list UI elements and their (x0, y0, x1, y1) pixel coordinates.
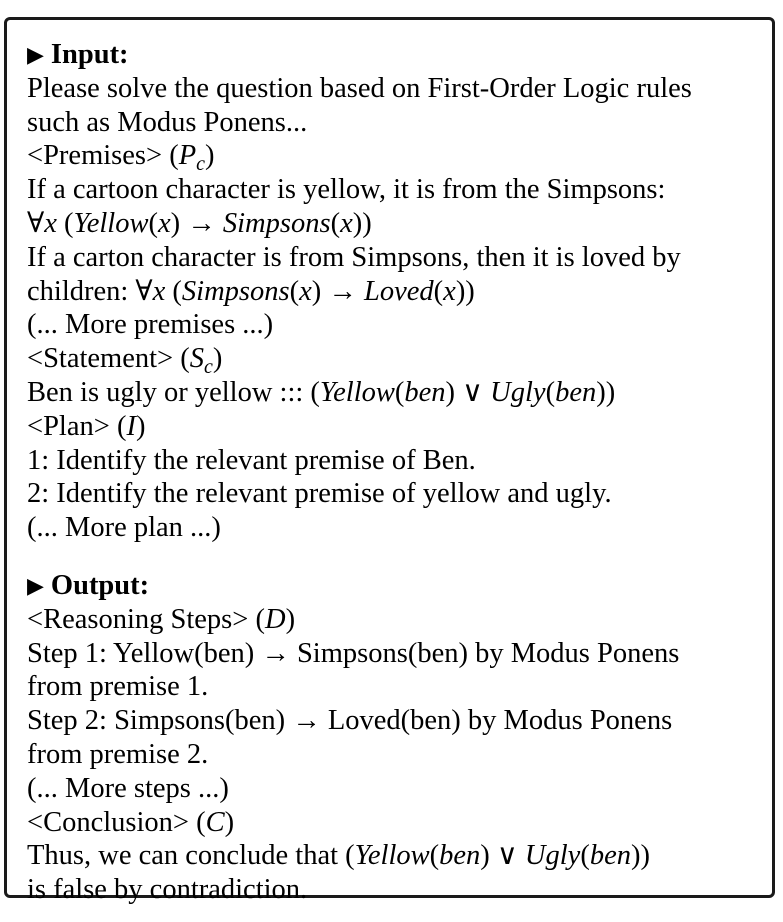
reasoning-step-2-line-1: Step 2: Simpsons(ben) → Loved(ben) by Modus Ponens (27, 705, 673, 737)
plan-step-2: 2: Identify the relevant premise of yellow and ugly. (27, 478, 612, 510)
prompt-example-box (4, 17, 775, 906)
more-plan: (... More plan ...) (27, 512, 221, 544)
plan-label: <Plan> (I) (27, 410, 146, 442)
premise-2-text: If a carton character is from Simpsons, then it is loved by (27, 241, 681, 273)
premises-tag: <Premises> (27, 140, 163, 172)
statement-symbol-sub: c (204, 356, 213, 379)
plan-tag: <Plan> (27, 410, 110, 442)
reasoning-step-1-line-1: Step 1: Yellow(ben) → Simpsons(ben) by Modus Ponens (27, 637, 680, 669)
premise-1-text: If a cartoon character is yellow, it is from the Simpsons: (27, 174, 666, 206)
conclusion-formula: Thus, we can conclude that (Yellow(ben) ∨ Ugly(ben)) (27, 840, 650, 872)
instruction-line-1: Please solve the question based on First-Order Logic rules (27, 72, 692, 104)
conclusion-line-2: is false by contradiction. (27, 874, 308, 906)
conclusion-symbol: C (205, 806, 225, 838)
reasoning-symbol: D (264, 603, 286, 635)
plan-symbol: I (126, 410, 136, 442)
triangle-bullet-icon: ▶ (27, 572, 44, 598)
reasoning-step-2-line-2: from premise 2. (27, 738, 209, 770)
premises-symbol-sub: c (196, 153, 205, 176)
output-heading: ▶ Output: (27, 569, 150, 601)
reasoning-label: <Reasoning Steps> (D) (27, 603, 296, 635)
conclusion-label: <Conclusion> (C) (27, 806, 235, 838)
triangle-bullet-icon: ▶ (27, 42, 44, 67)
statement-tag: <Statement> (27, 343, 174, 375)
plan-step-1: 1: Identify the relevant premise of Ben. (27, 444, 476, 476)
more-steps: (... More steps ...) (27, 772, 229, 804)
instruction-line-2: such as Modus Ponens... (27, 106, 308, 138)
reasoning-step-1-line-2: from premise 1. (27, 671, 209, 703)
more-premises: (... More premises ...) (27, 309, 274, 341)
premises-label: <Premises> $(P_c)$ (27, 140, 215, 176)
premise-1-formula: ∀x (Yellow(x) → Simpsons(x)) (27, 207, 372, 239)
statement-label: <Statement> $(S_c)$ (27, 343, 223, 379)
premises-symbol: P (178, 140, 197, 172)
reasoning-tag: <Reasoning Steps> (27, 603, 249, 635)
conclusion-tag: <Conclusion> (27, 806, 189, 838)
premise-2-formula: children: ∀x (Simpsons(x) → Loved(x)) (27, 275, 475, 307)
section-spacer (27, 545, 772, 569)
input-heading: ▶ Input: (27, 39, 129, 70)
statement-formula: Ben is ugly or yellow ::: (Yellow(ben) ∨ Ugly(ben)) (27, 376, 616, 408)
statement-symbol: S (189, 343, 204, 375)
